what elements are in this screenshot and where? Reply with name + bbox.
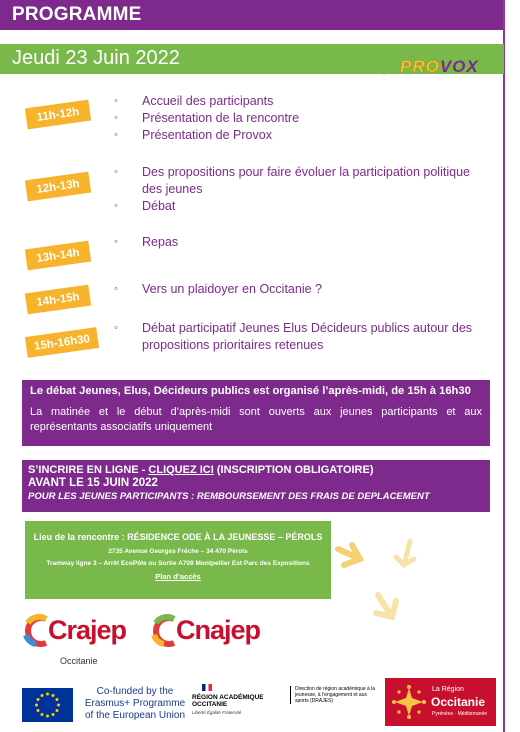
event-date: Jeudi 23 Juin 2022: [12, 47, 180, 69]
bullet-icon: ◦: [114, 95, 118, 107]
drajes-text: Direction de région académique à la jeunesse, à l’engagement et aux sports (DRAJES): [290, 686, 380, 704]
cnajep-wordmark: Cnajep: [176, 615, 261, 645]
info-box-title: Le débat Jeunes, Elus, Décideurs publics est organisé l’après-midi, de 15h à 16h30: [30, 385, 471, 397]
schedule-block: [114, 93, 299, 144]
schedule-item: ◦ Présentation de la rencontre: [114, 111, 300, 125]
republic-motto: Liberté Égalité Fraternité: [192, 710, 242, 715]
time-tag: 15h-16h30: [25, 327, 99, 358]
eu-cofunded-text: Co-funded by the Erasmus+ Programme of the European Union: [84, 686, 186, 721]
venue-transport: Tramway ligne 3 – Arrêt EcoPôle ou Sortie A709 Montpellier Est Parc des Expositions: [46, 560, 310, 567]
register-line: S’INCRIRE EN LIGNE - CLIQUEZ ICI (INSCRIPTION OBLIGATOIRE): [28, 464, 374, 476]
crajep-wordmark: Crajep: [48, 615, 127, 645]
venue-map-link[interactable]: Plan d’accès: [155, 572, 201, 581]
schedule-block: [114, 281, 322, 298]
bullet-icon: ◦: [114, 112, 118, 124]
crajep-logo: [20, 611, 130, 671]
page-title: PROGRAMME: [12, 4, 142, 25]
provox-logo: [382, 57, 479, 77]
register-deadline: AVANT LE 15 JUIN 2022: [28, 477, 158, 489]
region-academique-logo: [192, 684, 282, 726]
bullet-icon: ◦: [114, 236, 118, 248]
schedule-item: ◦ Repas: [114, 235, 179, 249]
eu-flag-icon: [22, 688, 73, 722]
provox-logo-pro: PRO: [400, 57, 440, 76]
bullet-icon: ◦: [114, 200, 118, 212]
schedule-item: ◦ Débat: [114, 199, 176, 213]
time-tag: 12h-13h: [25, 172, 91, 202]
register-link[interactable]: CLIQUEZ ICI: [148, 464, 214, 476]
french-flag-icon: [202, 684, 212, 691]
register-box: [22, 460, 490, 512]
info-box-text: La matinée et le début d’après-midi sont ouverts aux jeunes participants et aux représentants associatifs uniquement: [30, 406, 482, 433]
occitanie-label-3: Pyrénées · Méditerranée: [432, 711, 488, 717]
bullet-icon: ◦: [114, 129, 118, 141]
schedule-block: [114, 164, 474, 215]
schedule-item: ◦ Vers un plaidoyer en Occitanie ?: [114, 282, 322, 296]
venue-title: Lieu de la rencontre : RÉSIDENCE ODE À LA JEUNESSE – PÉROLS: [33, 532, 323, 542]
occitanie-label-2: Occitanie: [431, 695, 486, 709]
schedule-block: [114, 320, 484, 354]
region-occitanie-logo: [385, 678, 496, 726]
region-academique-text: RÉGION ACADÉMIQUE OCCITANIE: [192, 694, 264, 708]
schedule-item: ◦ Des propositions pour faire évoluer la participation politique des jeunes: [114, 165, 470, 196]
register-note: POUR LES JEUNES PARTICIPANTS : REMBOURSEMENT DES FRAIS DE DEPLACEMENT: [28, 491, 430, 502]
decorative-arrows-icon: [330, 535, 440, 645]
venue-address: 2735 Avenue Georges Frêche – 34 470 Pérols: [108, 548, 248, 555]
venue-box: [25, 521, 331, 599]
crajep-subtitle: Occitanie: [60, 656, 98, 666]
page-border: [503, 0, 505, 732]
bullet-icon: ◦: [114, 166, 118, 178]
time-tag: 11h-12h: [25, 100, 91, 130]
schedule-block: [114, 234, 178, 251]
provox-arrow-icon: [382, 59, 398, 75]
time-tag: 14h-15h: [25, 285, 91, 315]
occitanie-label-1: La Région: [432, 686, 464, 693]
time-tag: 13h-14h: [25, 241, 91, 271]
schedule-item: ◦ Accueil des participants: [114, 94, 274, 108]
occitan-cross-icon: [391, 684, 427, 720]
schedule-item: ◦ Débat participatif Jeunes Elus Décideurs publics autour des propositions prioritaires retenues: [114, 321, 473, 352]
bullet-icon: ◦: [114, 283, 118, 295]
provox-logo-vox: VOX: [439, 57, 479, 76]
cnajep-logo: [148, 611, 261, 661]
info-box: [22, 380, 490, 446]
schedule-item: ◦ Présentation de Provox: [114, 128, 272, 142]
bullet-icon: ◦: [114, 322, 118, 334]
